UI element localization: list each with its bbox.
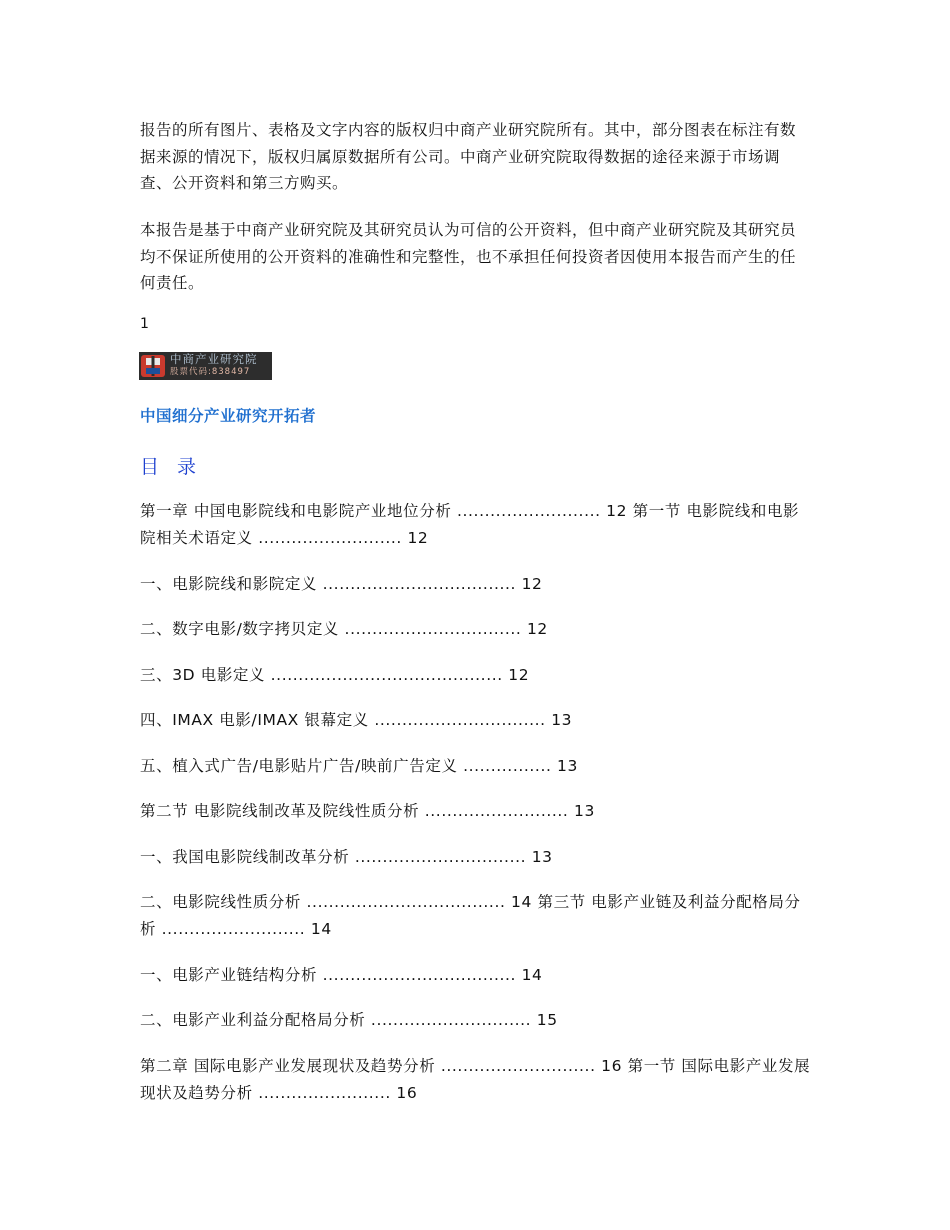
toc-entry[interactable]: 二、电影产业利益分配格局分析 ............................. 15 — [140, 1011, 558, 1029]
toc-entry[interactable]: 第一章 中国电影院线和电影院产业地位分析 .......................... 12 第一节 电影院线和电影院相关术语定义 .......................... 12 — [140, 502, 800, 547]
toc-entry[interactable]: 一、电影院线和影院定义 ................................... 12 — [140, 574, 543, 593]
disclaimer-paragraph: 本报告是基于中商产业研究院及其研究员认为可信的公开资料，但中商产业研究院及其研究员均不保证所使用的公开资料的准确性和完整性，也不承担任何投资者因使用本报告而产生的任何责任。 — [140, 221, 797, 292]
logo-company-name: 中商产业研究院 — [170, 352, 258, 366]
company-logo — [139, 352, 272, 380]
toc-title: 目 录 — [140, 456, 203, 478]
logo-stock-code: 股票代码:838497 — [170, 367, 251, 377]
toc-entry[interactable]: 五、植入式广告/电影贴片广告/映前广告定义 ................ 13 — [140, 756, 578, 775]
table-of-contents — [140, 498, 815, 1125]
slogan: 中国细分产业研究开拓者 — [140, 407, 317, 425]
toc-entry[interactable]: 四、IMAX 电影/IMAX 银幕定义 ............................... 13 — [140, 711, 573, 729]
page-number: 1 — [140, 316, 149, 332]
toc-entry[interactable]: 一、我国电影院线制改革分析 ............................... 13 — [140, 847, 553, 866]
toc-entry[interactable]: 三、3D 电影定义 .......................................... 12 — [140, 665, 530, 684]
toc-entry[interactable]: 一、电影产业链结构分析 ................................... 14 — [140, 965, 543, 984]
copyright-paragraph: 报告的所有图片、表格及文字内容的版权归中商产业研究院所有。其中，部分图表在标注有数据来源的情况下，版权归属原数据所有公司。中商产业研究院取得数据的途径来源于市场调查、公开资料和第三方购买。 — [140, 121, 797, 192]
toc-entry[interactable]: 二、数字电影/数字拷贝定义 ................................ 12 — [140, 620, 548, 638]
toc-entry[interactable]: 二、电影院线性质分析 .................................... 14 第三节 电影产业链及利益分配格局分析 .......................... 14 — [140, 893, 801, 938]
toc-entry[interactable]: 第二章 国际电影产业发展现状及趋势分析 ............................ 16 第一节 国际电影产业发展现状及趋势分析 ........................ 16 — [140, 1056, 811, 1102]
logo-emblem-icon — [139, 352, 169, 380]
toc-entry[interactable]: 第二节 电影院线制改革及院线性质分析 .......................... 13 — [140, 802, 595, 820]
